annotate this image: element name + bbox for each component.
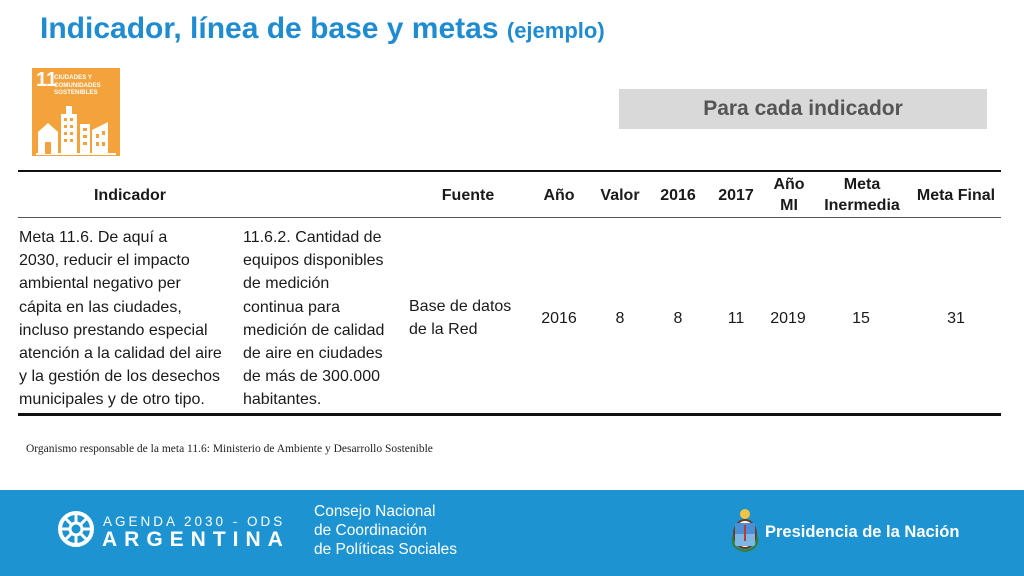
cell-2017: 11 [727, 310, 745, 327]
cell-meta-line: municipales y de otro tipo. [19, 391, 205, 409]
header-anio-mi-line: Año [773, 176, 805, 193]
ods-wheel-icon [58, 511, 94, 547]
header-fuente: Fuente [441, 187, 495, 204]
footnote: Organismo responsable de la meta 11.6: Ministerio de Ambiente y Desarrollo Sostenible [26, 443, 433, 455]
title-main: Indicador, línea de base y metas [40, 12, 499, 45]
header-meta-intermedia-line: Meta [843, 176, 881, 193]
cell-fuente-line: de la Red [409, 321, 478, 339]
consejo-line: de Coordinación [314, 522, 427, 539]
national-coat-of-arms-icon [731, 507, 759, 553]
footer-bar [0, 490, 1024, 576]
header-2016: 2016 [660, 187, 696, 204]
cell-valor: 8 [615, 310, 625, 327]
cell-indicador-line: habitantes. [243, 391, 322, 409]
title-suffix: (ejemplo) [506, 18, 605, 43]
cell-indicador-line: medición de calidad [243, 321, 385, 339]
consejo-line: Consejo Nacional [314, 503, 436, 520]
header-anio-mi [768, 174, 810, 216]
cell-meta-final: 31 [947, 310, 965, 327]
consejo-line: de Políticas Sociales [314, 541, 458, 558]
argentina-label: ARGENTINA [102, 528, 290, 551]
table-bottom-rule [18, 413, 1001, 416]
cell-anio: 2016 [541, 310, 577, 327]
cell-indicador-line: de aire en ciudades [243, 345, 383, 363]
cell-indicador-line: 11.6.2. Cantidad de [243, 229, 382, 246]
cell-anio-mi: 2019 [770, 310, 806, 327]
header-indicador: Indicador [93, 187, 166, 204]
cell-indicador-line: equipos disponibles [243, 252, 384, 270]
header-meta-intermedia-line: Inermedia [824, 197, 900, 214]
cell-meta-line: y la gestión de los desechos [19, 368, 221, 386]
cell-2016: 8 [673, 310, 683, 327]
sdg-11-badge [32, 68, 120, 156]
presidencia-label: Presidencia de la Nación [765, 523, 960, 541]
cell-meta-line: 2030, reducir el impacto [19, 252, 190, 270]
cell-fuente [409, 295, 521, 341]
table-top-rule [18, 170, 1001, 172]
sdg-label-line: SOSTENIBLES [54, 89, 98, 96]
cell-meta-intermedia: 15 [852, 310, 870, 327]
cell-indicador [243, 226, 405, 412]
header-2017: 2017 [718, 187, 754, 204]
cell-meta [19, 226, 241, 412]
consejo-nacional-logo-text [314, 502, 457, 559]
cell-indicador-line: continua para [243, 298, 340, 316]
city-buildings-icon [32, 68, 120, 156]
sdg-label-line: CIUDADES Y [54, 74, 93, 81]
para-cada-indicador-label: Para cada indicador [619, 89, 987, 129]
header-anio: Año [543, 187, 575, 204]
header-anio-mi-line: MI [780, 197, 798, 214]
header-meta-intermedia [816, 174, 908, 216]
cell-meta-line: atención a la calidad del aire [19, 345, 222, 363]
table-header-rule [18, 217, 1001, 218]
sdg-number: 11 [36, 69, 58, 91]
sdg-label-line: COMUNIDADES [54, 81, 101, 89]
cell-meta-line: incluso prestando especial [19, 321, 208, 339]
page-title [40, 12, 605, 46]
cell-meta-text: Meta 11.6. De aquí a [19, 229, 168, 246]
header-meta-final: Meta Final [916, 187, 996, 204]
cell-indicador-line: de medición [243, 275, 330, 293]
cell-meta-line: ambiental negativo per [19, 275, 181, 293]
cell-meta-line [19, 226, 241, 249]
cell-fuente-line: Base de datos [409, 298, 512, 315]
cell-meta-line: cápita en las ciudades, [19, 298, 182, 316]
cell-indicador-line: de más de 300.000 [243, 368, 380, 386]
agenda-2030-label: AGENDA 2030 - ODS [103, 514, 286, 529]
header-valor: Valor [600, 187, 640, 204]
